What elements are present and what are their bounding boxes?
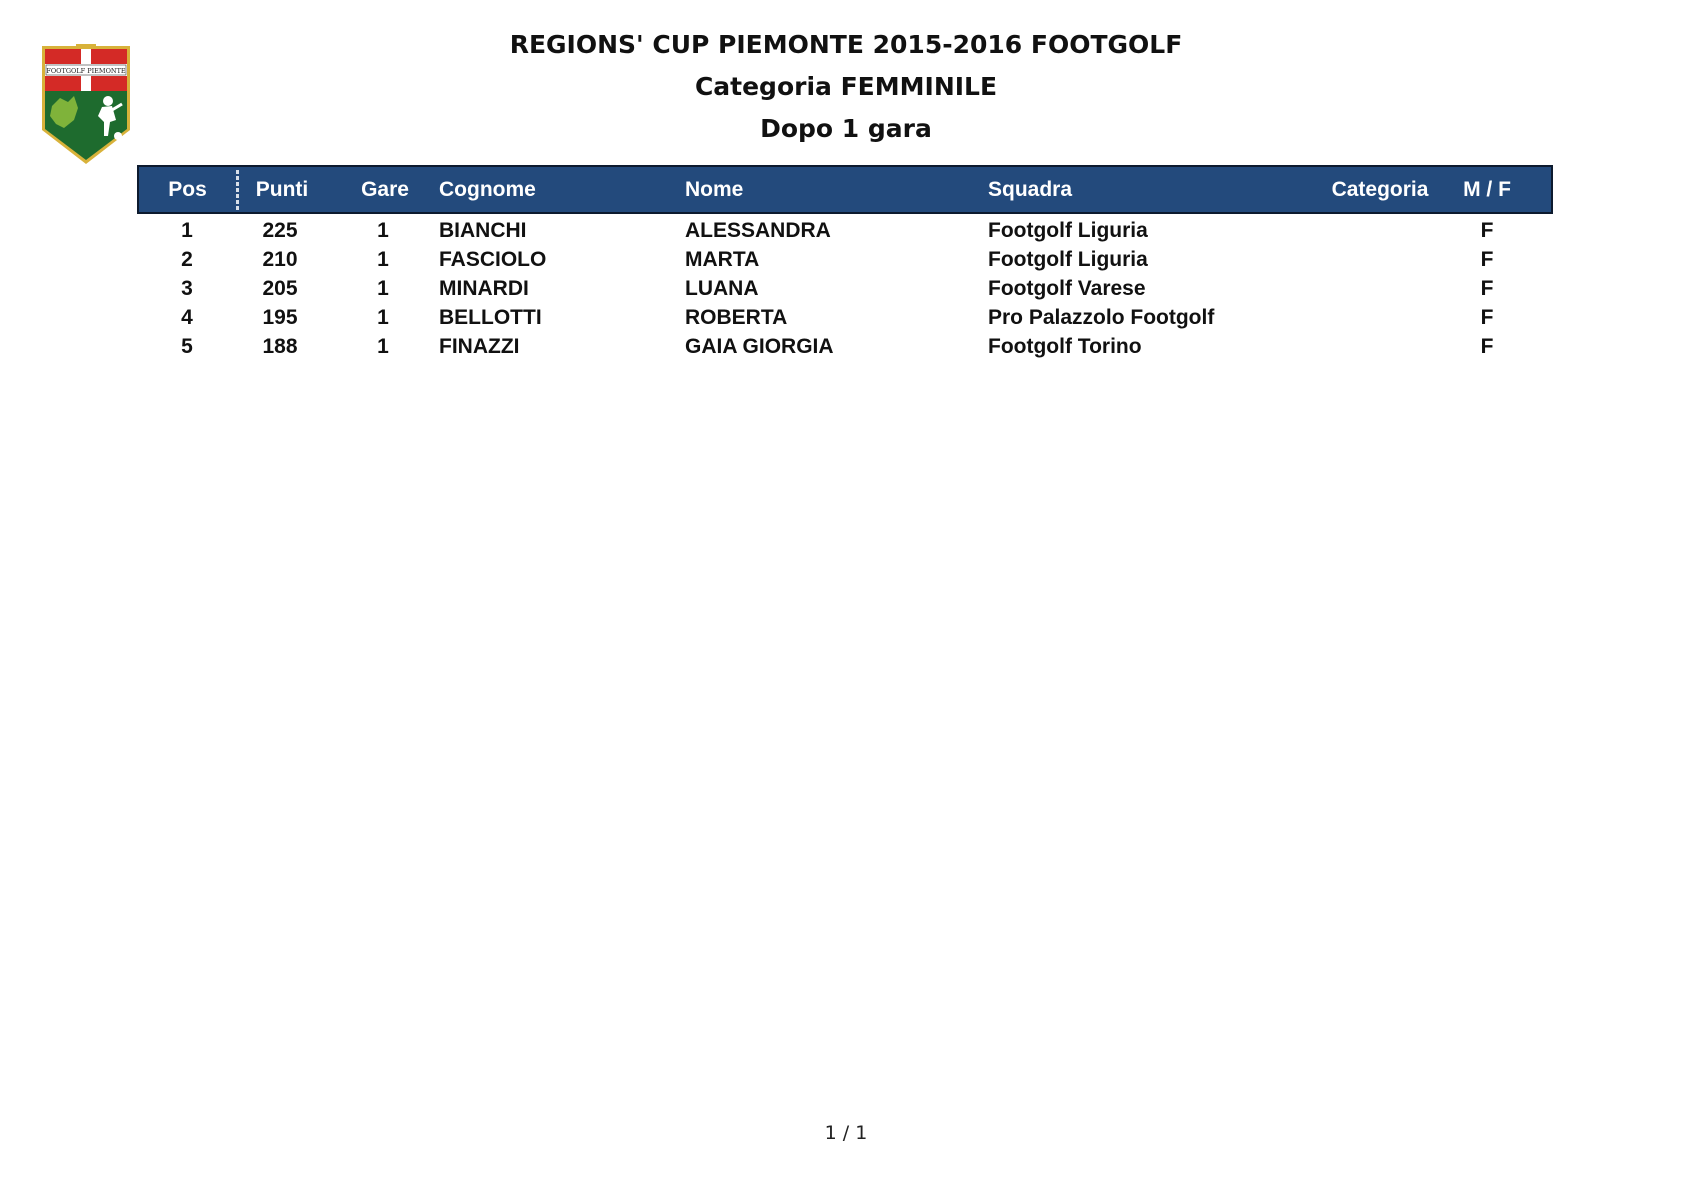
cell-mf: F: [1480, 219, 1494, 242]
cell-cognome: BELLOTTI: [439, 306, 542, 329]
cell-nome: ALESSANDRA: [685, 219, 831, 242]
cell-pos: 3: [181, 277, 193, 300]
standings-table-body: [137, 216, 1553, 361]
table-header: [137, 165, 1553, 214]
cell-mf: F: [1480, 248, 1494, 271]
cell-nome: ROBERTA: [685, 306, 788, 329]
cell-punti: 225: [262, 219, 298, 242]
cell-gare: 1: [377, 219, 389, 242]
page-title: REGIONS' CUP PIEMONTE 2015-2016 FOOTGOLF: [509, 30, 1183, 59]
cell-pos: 1: [181, 219, 193, 242]
cell-gare: 1: [377, 306, 389, 329]
table-row: [137, 332, 1553, 361]
round-subtitle: Dopo 1 gara: [760, 114, 932, 143]
cell-nome: MARTA: [685, 248, 760, 271]
footgolf-piemonte-crest-icon: [38, 44, 134, 166]
column-header-punti: Punti: [255, 178, 309, 201]
cell-cognome: FASCIOLO: [439, 248, 547, 271]
table-row: [137, 245, 1553, 274]
cell-squadra: Footgolf Torino: [988, 335, 1142, 358]
page-indicator: 1 / 1: [824, 1122, 868, 1144]
cell-mf: F: [1480, 277, 1494, 300]
cell-squadra: Footgolf Varese: [988, 277, 1146, 300]
column-header-gare: Gare: [361, 178, 409, 201]
cell-cognome: MINARDI: [439, 277, 529, 300]
cell-pos: 5: [181, 335, 193, 358]
category-subtitle: Categoria FEMMINILE: [694, 72, 998, 101]
cell-gare: 1: [377, 248, 389, 271]
cell-punti: 188: [262, 335, 298, 358]
column-header-cognome: Cognome: [439, 178, 536, 201]
column-header-mf: M / F: [1463, 178, 1511, 201]
cell-squadra: Footgolf Liguria: [988, 248, 1148, 271]
cell-punti: 205: [262, 277, 298, 300]
logo-text: FOOTGOLF PIEMONTE: [46, 67, 126, 75]
cell-gare: 1: [377, 277, 389, 300]
cell-mf: F: [1480, 306, 1494, 329]
cell-pos: 2: [181, 248, 193, 271]
cell-squadra: Footgolf Liguria: [988, 219, 1148, 242]
cell-cognome: BIANCHI: [439, 219, 527, 242]
cell-mf: F: [1480, 335, 1494, 358]
table-row: [137, 303, 1553, 332]
cell-punti: 210: [262, 248, 298, 271]
cell-gare: 1: [377, 335, 389, 358]
cell-nome: LUANA: [685, 277, 759, 300]
cell-punti: 195: [262, 306, 298, 329]
table-row: [137, 274, 1553, 303]
column-header-pos: Pos: [168, 178, 207, 201]
cell-pos: 4: [181, 306, 193, 329]
cell-nome: GAIA GIORGIA: [685, 335, 834, 358]
column-header-squadra: Squadra: [988, 178, 1073, 201]
column-header-nome: Nome: [685, 178, 744, 201]
cell-squadra: Pro Palazzolo Footgolf: [988, 306, 1215, 329]
cell-cognome: FINAZZI: [439, 335, 520, 358]
table-row: [137, 216, 1553, 245]
column-header-categoria: Categoria: [1331, 178, 1429, 201]
